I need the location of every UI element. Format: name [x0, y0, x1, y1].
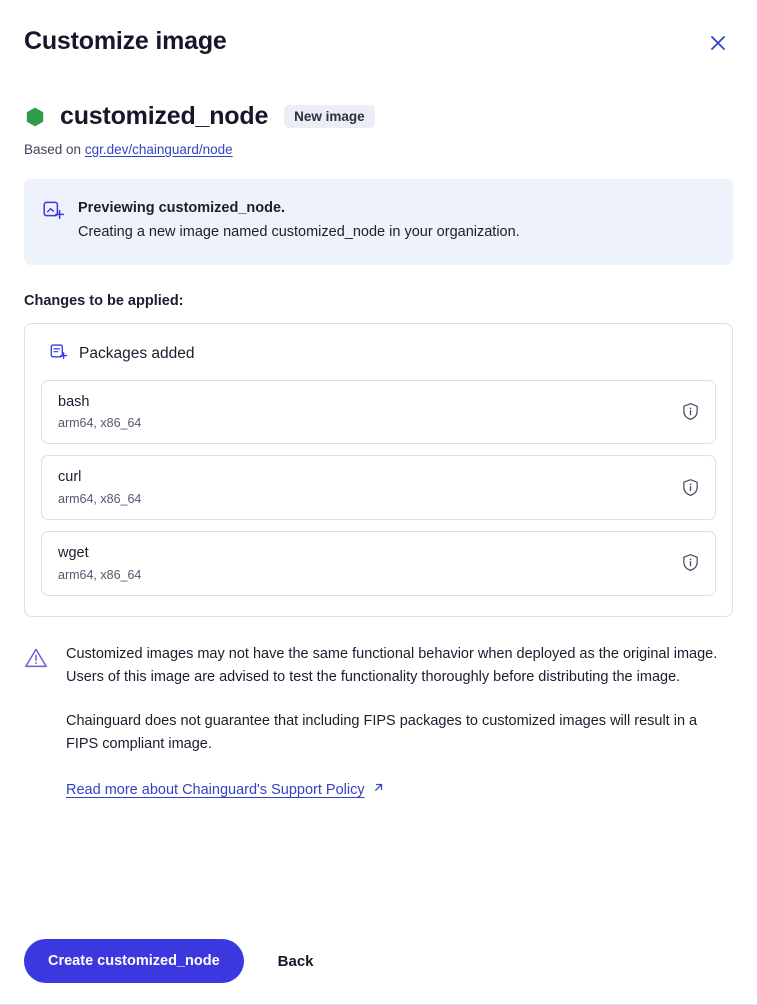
based-on-row	[24, 142, 733, 157]
banner-subtitle: Creating a new image named customized_node in your organization.	[78, 223, 520, 240]
package-name: curl	[58, 469, 82, 486]
info-shield-icon[interactable]	[679, 476, 701, 498]
package-arch: arm64, x86_64	[58, 491, 142, 506]
image-identity-row	[24, 102, 733, 131]
dialog-header	[24, 0, 733, 58]
preview-banner	[24, 179, 733, 265]
back-button[interactable]: Back	[268, 953, 324, 970]
changes-label: Changes to be applied:	[24, 292, 184, 309]
external-link-icon	[372, 779, 385, 803]
warning-paragraph-2: Chainguard does not guarantee that including FIPS packages to customized images will result in a FIPS compliant image.	[66, 712, 698, 753]
package-arch: arm64, x86_64	[58, 416, 142, 431]
info-shield-icon[interactable]	[679, 552, 701, 574]
package-list	[41, 380, 716, 596]
support-policy-link[interactable]	[66, 779, 385, 803]
page-title: Customize image	[24, 27, 227, 55]
dialog-footer	[24, 939, 733, 983]
close-icon	[708, 33, 728, 53]
banner-title: Previewing customized_node.	[78, 200, 286, 216]
based-on-label: Based on	[24, 142, 82, 157]
warning-block	[24, 643, 733, 803]
warning-paragraph-1: Customized images may not have the same functional behavior when deployed as the original image. Users of this image are advised to test the functionality thoroughly before distributing the image.	[66, 645, 718, 686]
package-name: bash	[58, 393, 90, 410]
support-policy-link-label: Read more about Chainguard's Support Policy	[66, 782, 365, 799]
packages-added-title: Packages added	[79, 344, 195, 362]
hexagon-green-icon	[24, 106, 46, 128]
based-on-link[interactable]: cgr.dev/chainguard/node	[84, 142, 233, 157]
image-preview-icon	[42, 199, 64, 226]
package-name: wget	[58, 544, 89, 561]
info-shield-icon[interactable]	[679, 401, 701, 423]
package-arch: arm64, x86_64	[58, 567, 142, 582]
status-badge: New image	[284, 105, 375, 129]
list-item[interactable]	[41, 455, 716, 520]
packages-added-card	[24, 323, 733, 617]
packages-added-header	[41, 342, 716, 366]
list-item[interactable]	[41, 380, 716, 445]
warning-triangle-icon	[24, 647, 48, 674]
image-name: customized_node	[60, 102, 269, 130]
close-button[interactable]	[703, 28, 733, 58]
list-item[interactable]	[41, 531, 716, 596]
create-image-button[interactable]: Create customized_node	[24, 939, 244, 983]
package-add-icon	[49, 342, 68, 366]
